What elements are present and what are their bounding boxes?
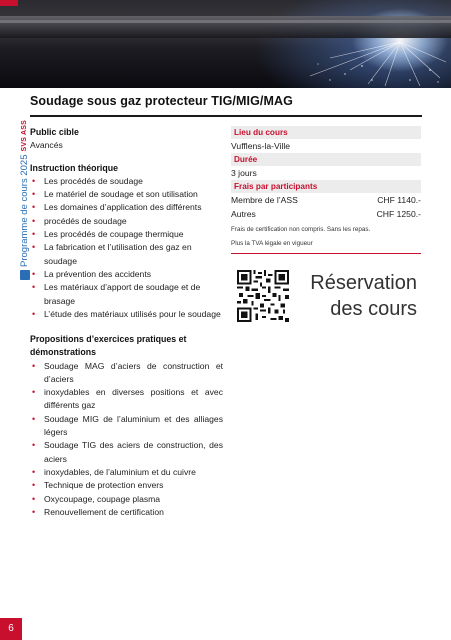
reservation-line-1: Réservation [310, 272, 417, 294]
exercises-heading: Propositions d’exercices pratiques et démonstrations [30, 334, 187, 358]
list-item: • Les domaines d’application des différents [30, 201, 223, 214]
fee-label: Membre de l’ASS [231, 195, 298, 205]
theory-list [30, 175, 223, 321]
fee-row-other [231, 207, 421, 221]
list-item: • Le matériel de soudage et son utilisation [30, 188, 223, 201]
welding-sparks-graphic [0, 0, 451, 88]
duration-label: Durée [231, 153, 421, 166]
page-title: Soudage sous gaz protecteur TIG/MIG/MAG [30, 94, 293, 108]
location-label: Lieu du cours [231, 126, 421, 139]
accent-corner-bar [0, 0, 18, 6]
course-info-right [231, 126, 421, 254]
qr-code-icon[interactable] [237, 270, 289, 322]
list-item: • Technique de protection envers [30, 479, 223, 492]
list-item: • procédés de soudage [30, 215, 223, 228]
list-item: • inoxydables en diverses positions et avec différents gaz [30, 386, 223, 413]
side-label [19, 120, 30, 280]
list-item: • La fabrication et l’utilisation des gaz en soudage [30, 241, 223, 268]
fees-label: Frais par participants [231, 180, 421, 193]
target-audience-heading: Public cible [30, 127, 79, 137]
duration-value: 3 jours [231, 168, 257, 178]
list-item: • Les procédés de coupage thermique [30, 228, 223, 241]
target-audience-value: Avancés [30, 140, 63, 151]
ssa-logo: SVS ASS [21, 120, 28, 152]
list-item: • Soudage TIG des aciers de construction, des aciers [30, 439, 223, 466]
reservation-line-2: des cours [330, 298, 417, 320]
fee-value: CHF 1140.- [377, 195, 421, 205]
program-year-label: Programme de cours 2025 [19, 154, 30, 267]
theory-heading: Instruction théorique [30, 162, 118, 173]
fees-divider [231, 253, 421, 254]
certification-note: Frais de certification non compris. Sans les repas. [231, 226, 371, 233]
fee-row-member [231, 193, 421, 207]
list-item: • Les matériaux d’apport de soudage et de brasage [30, 281, 223, 308]
page-number: 6 [0, 618, 22, 640]
fee-value: CHF 1250.- [376, 209, 421, 219]
fee-label: Autres [231, 209, 256, 219]
tva-note: Plus la TVA légale en vigueur [231, 240, 313, 247]
list-item: • Oxycoupage, coupage plasma [30, 493, 223, 506]
program-icon [20, 270, 30, 280]
list-item: • Soudage MIG de l’aluminium et des alliages légers [30, 413, 223, 440]
list-item: • Les procédés de soudage [30, 175, 223, 188]
list-item: • inoxydables, de l’aluminium et du cuivre [30, 466, 223, 479]
list-item: • La prévention des accidents [30, 268, 223, 281]
exercises-list [30, 360, 223, 520]
list-item: • Soudage MAG d’aciers de construction et d’aciers [30, 360, 223, 387]
list-item: • L’étude des matériaux utilisés pour le soudage [30, 308, 223, 321]
course-details-left [30, 126, 223, 321]
list-item: • Renouvellement de certification [30, 506, 223, 519]
hero-welding-image [0, 0, 451, 88]
title-underline [30, 115, 422, 117]
side-label-area [3, 120, 30, 280]
reservation-link[interactable] [300, 270, 417, 322]
location-value: Vufflens-la-Ville [231, 141, 291, 151]
exercises-section [30, 333, 223, 519]
